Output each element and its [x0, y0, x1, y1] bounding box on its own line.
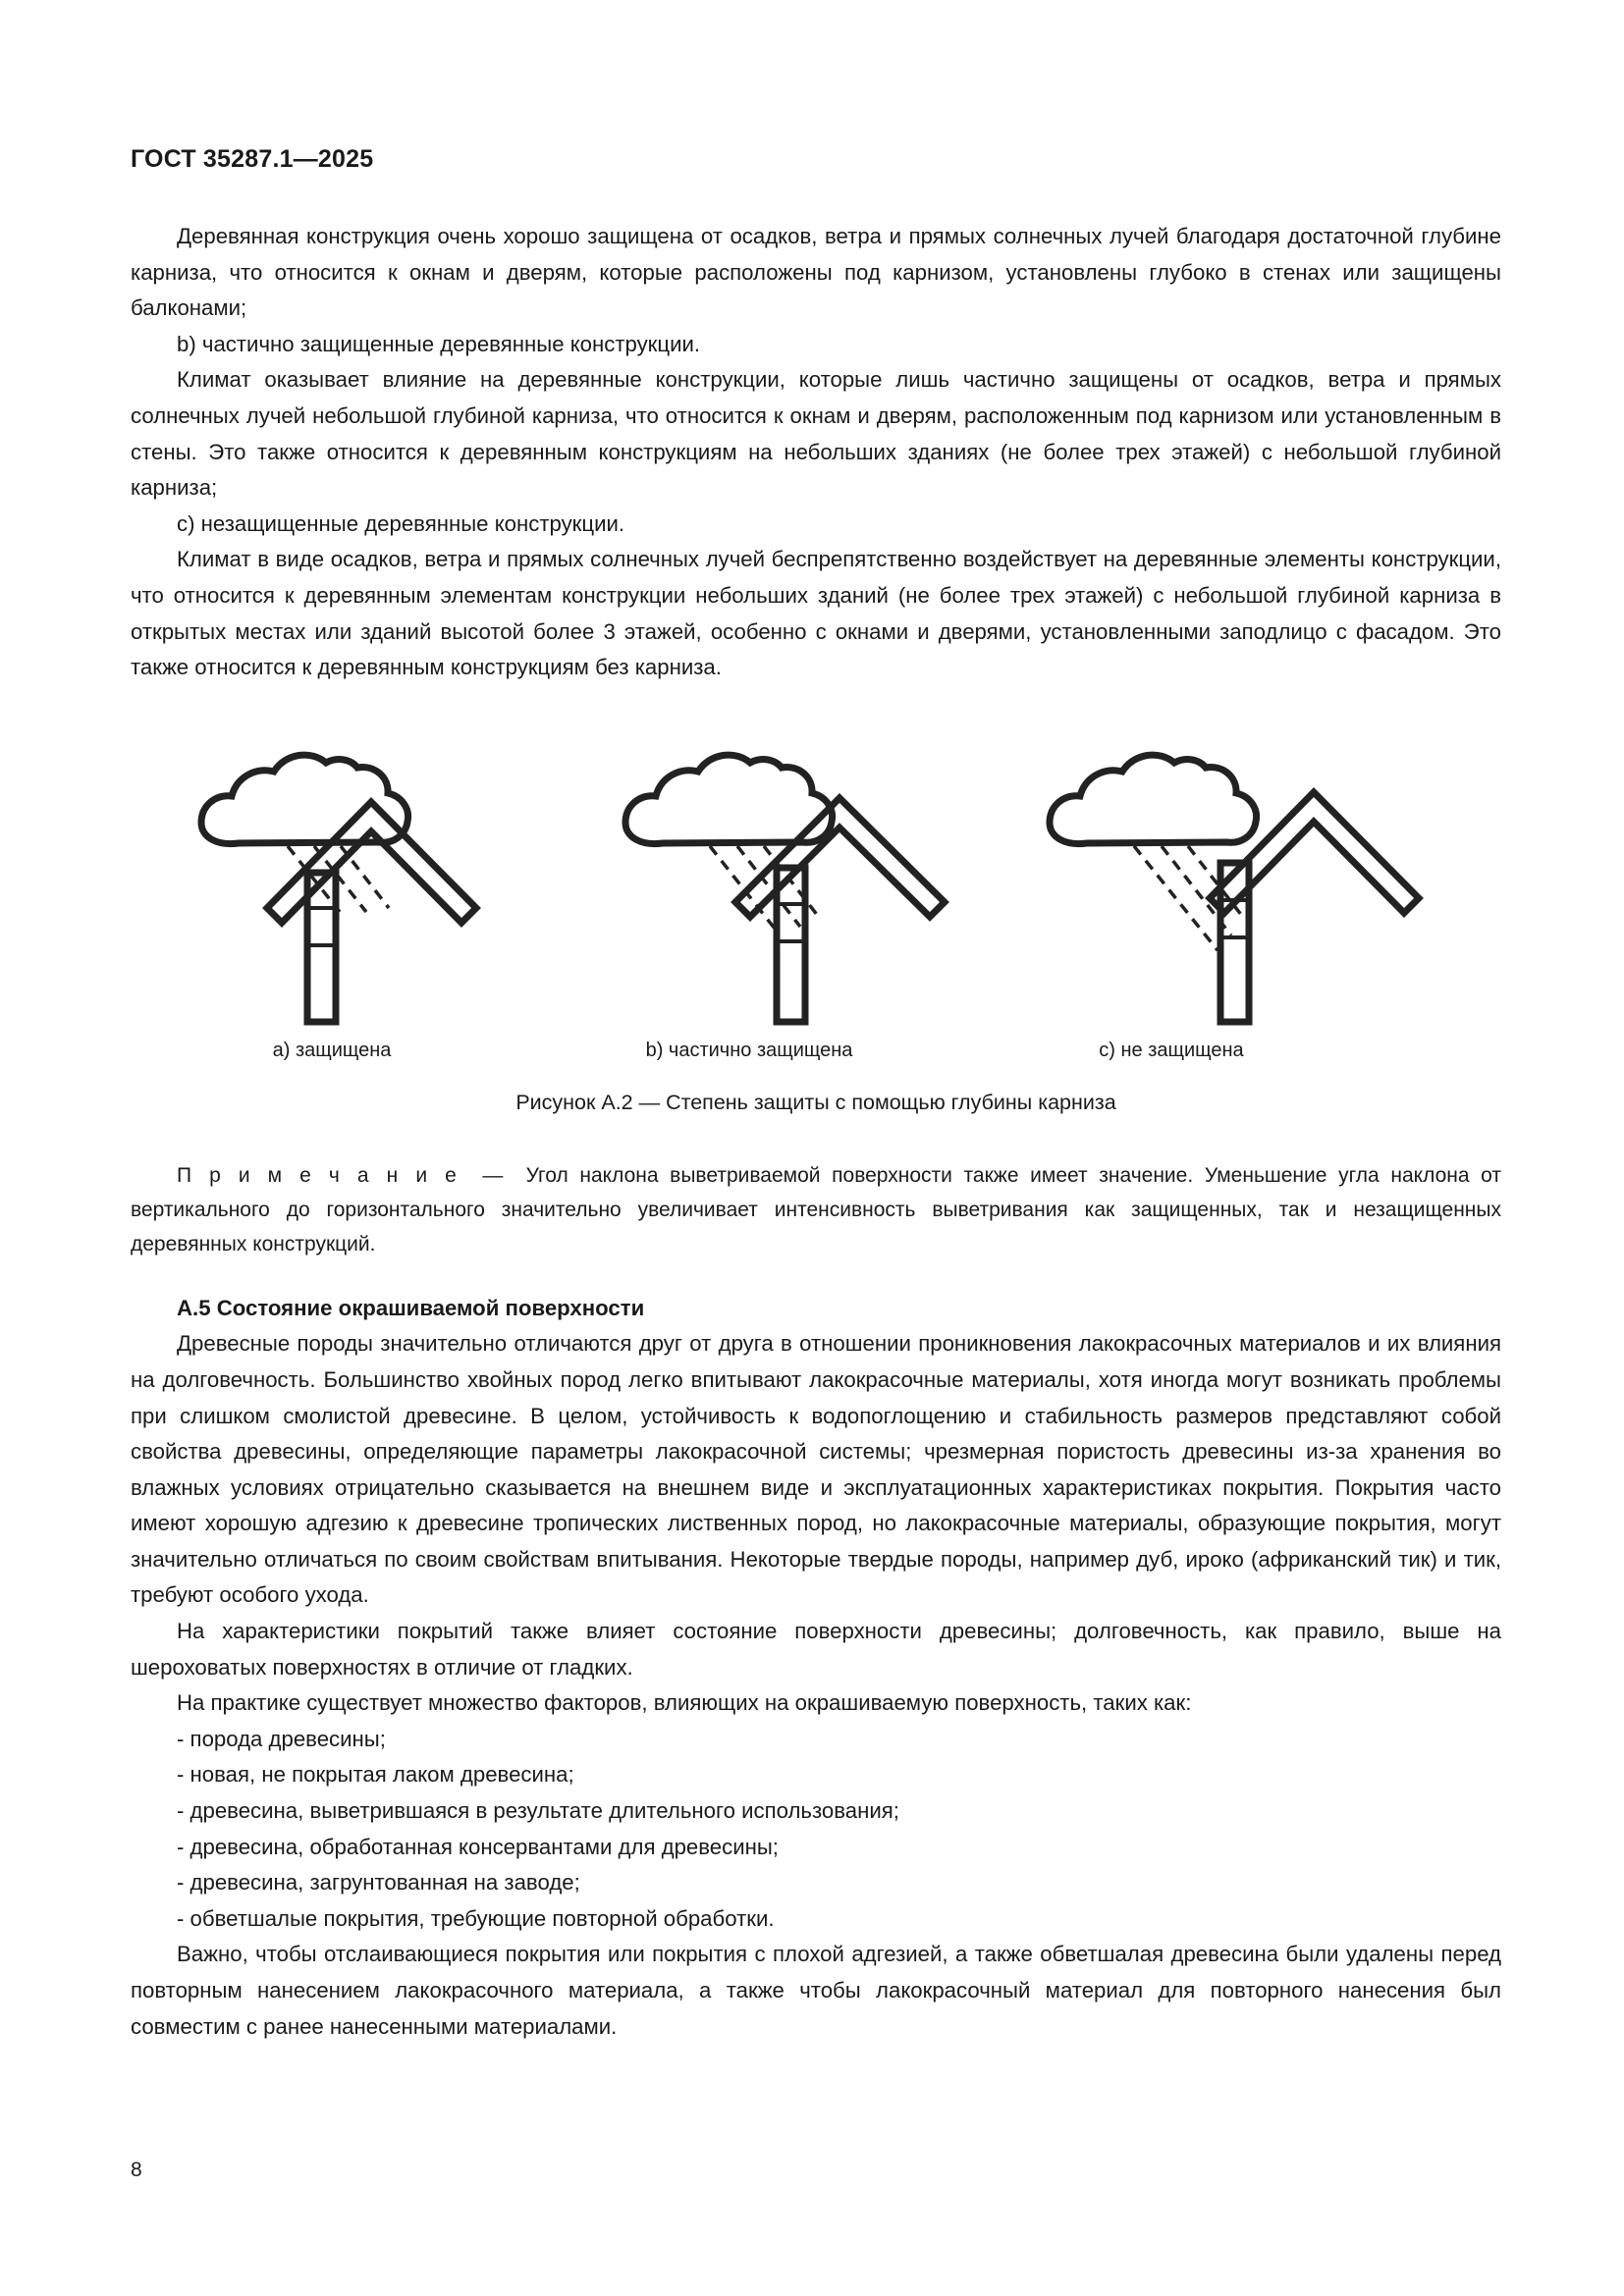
document-body — [131, 219, 1501, 2045]
list-item: - обветшалые покрытия, требующие повторной обработки. — [177, 1905, 775, 1931]
paragraph-unprotected: Климат в виде осадков, ветра и прямых солнечных лучей беспрепятственно воздействует на деревянные элементы конструкции, что относится к деревянным элементам конструкции небольших зданий (не более трех этажей) с небольшой глубиной карниза в открытых местах или зданий высотой более 3 этажей, особенно с окнами и дверями, установленными заподлицо с фасадом. Это также относится к деревянным конструкциям без карниза. — [131, 547, 1501, 680]
list-item: - древесина, обработанная консервантами для древесины; — [177, 1834, 779, 1859]
figure-caption-b: b) частично защищена — [645, 1039, 853, 1061]
note-dash: — — [482, 1163, 504, 1187]
cloud-icon-a — [201, 755, 408, 843]
paragraph-a5-3: На практике существует множество факторов, влияющих на окрашиваемую поверхность, таких как: — [177, 1690, 1192, 1716]
diagram-b-partial — [625, 755, 945, 1022]
page-title: ГОСТ 35287.1—2025 — [131, 145, 374, 173]
spacer — [131, 1261, 1501, 1291]
list-item: - древесина, загрунтованная на заводе; — [177, 1870, 580, 1896]
paragraph-item-c: c) незащищенные деревянные конструкции. — [177, 510, 625, 536]
paragraph-item-b: b) частично защищенные деревянные конструкции. — [177, 331, 701, 356]
roof-c — [1210, 792, 1419, 913]
note-block — [131, 1158, 1501, 1261]
roof-b — [735, 798, 945, 917]
spacer — [131, 1115, 1501, 1158]
figure-caption-a: a) защищена — [272, 1039, 392, 1061]
page-number: 8 — [131, 2159, 142, 2181]
paragraph-a5-4: Важно, чтобы отслаивающиеся покрытия или покрытия с плохой адгезией, а также обветшалая древесина были удалены перед повторным нанесением лакокрасочного материала, а также чтобы лакокрасочный материал для повторного нанесения был совместим с ранее нанесенными материалами. — [131, 1942, 1501, 2039]
spacer — [131, 686, 1501, 716]
list-item: - древесина, выветрившаяся в результате длительного использования; — [177, 1798, 899, 1824]
figure-captions — [131, 1040, 1501, 1073]
diagram-a-protected — [201, 755, 476, 1022]
paragraph-partial-protection: Климат оказывает влияние на деревянные конструкции, которые лишь частично защищены от осадков, ветра и прямых солнечных лучей небольшой глубиной карниза, что относится к окнам и дверям, расположенным под карнизом или установленным в стены. Это также относится к деревянным конструкциям на небольших зданиях (не более трех этажей) с небольшой глубиной карниза; — [131, 367, 1501, 501]
figure-a2-diagrams — [131, 716, 1501, 1040]
list-item: - порода древесины; — [177, 1726, 386, 1751]
section-heading-a5: А.5 Состояние окрашиваемой поверхности — [177, 1295, 645, 1320]
figure-caption-c: c) не защищена — [1099, 1039, 1244, 1061]
eave-protection-diagrams-svg — [131, 716, 1501, 1040]
cloud-icon-b — [625, 755, 833, 843]
list-item: - новая, не покрытая лаком древесина; — [177, 1762, 574, 1788]
note-text: Угол наклона выветриваемой поверхности также имеет значение. Уменьшение угла наклона от вертикального до горизонтального значительно увеличивает интенсивность выветривания как защищенных, так и незащищенных деревянных конструкций. — [131, 1163, 1502, 1255]
note-label: П р и м е ч а н и е — [177, 1163, 460, 1187]
figure-title: Рисунок А.2 — Степень защиты с помощью глубины карниза — [515, 1090, 1116, 1114]
cloud-icon-c — [1050, 755, 1257, 843]
paragraph-a5-2: На характеристики покрытий также влияет состояние поверхности древесины; долговечность, как правило, выше на шероховатых поверхностях в отличие от гладких. — [131, 1619, 1501, 1680]
factors-list — [131, 1722, 1501, 1938]
paragraph-a5-1: Древесные породы значительно отличаются друг от друга в отношении проникновения лакокрасочных материалов и их влияния на долговечность. Большинство хвойных пород легко впитывают лакокрасочные материалы, хотя иногда могут возникать проблемы при слишком смолистой древесине. В целом, устойчивость к водопоглощению и стабильность размеров представляют собой свойства древесины, определяющие параметры лакокрасочной системы; чрезмерная пористость древесины из-за хранения во влажных условиях отрицательно сказывается на внешнем виде и эксплуатационных характеристиках покрытия. Покрытия часто имеют хорошую адгезию к древесине тропических лиственных пород, но лакокрасочные материалы, образующие покрытия, могут значительно отличаться по своим свойствам впитывания. Некоторые твердые породы, например дуб, ироко (африканский тик) и тик, требуют особого ухода. — [131, 1331, 1501, 1608]
paragraph-protected-construction: Деревянная конструкция очень хорошо защищена от осадков, ветра и прямых солнечных лучей благодаря достаточной глубине карниза, что относится к окнам и дверям, которые расположены под карнизом, установлены глубоко в стенах или защищены балконами; — [131, 224, 1501, 321]
diagram-c-unprotected — [1050, 755, 1419, 1022]
